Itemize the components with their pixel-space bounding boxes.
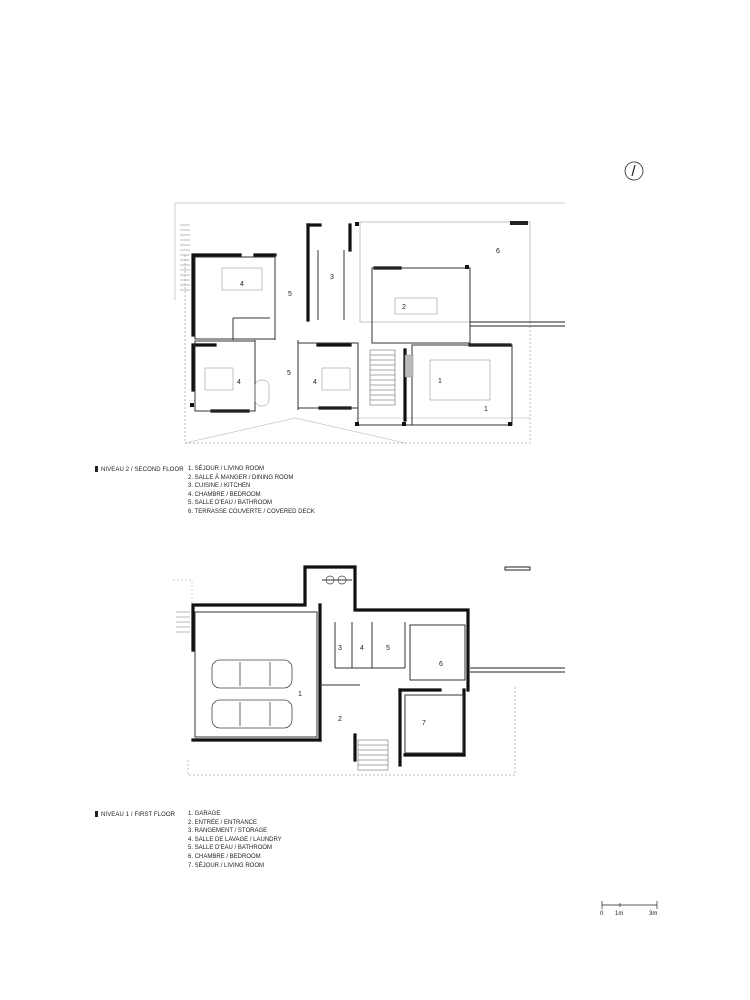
scale-label-1m: 1m [615,911,624,917]
legend-item: 1. GARAGE [188,811,221,817]
legend-item: 2. ENTRÉE / ENTRANCE [188,819,258,826]
legend-item: 2. SALLE À MANGER / DINING ROOM [188,474,294,481]
title-marker [95,811,98,817]
first-floor-legend [188,810,282,870]
second-floor-title-text: NIVEAU 2 / SECOND FLOOR [101,467,184,473]
first-floor-title [95,811,175,818]
room-label-laundry: 4 [360,645,364,652]
scale-bar [602,901,657,909]
legend-item: 5. SALLE D'EAU / BATHROOM [188,845,273,852]
first-floor-plan [173,567,565,775]
legend-item: 4. SALLE DE LAVAGE / LAUNDRY [188,836,282,843]
room-label-dining: 2 [402,304,406,311]
room-label-bath-s: 5 [287,370,291,377]
room-label-bedroom-nw: 4 [240,281,244,288]
legend-item: 7. SÉJOUR / LIVING ROOM [188,862,265,869]
scale-label-0: 0 [600,911,604,917]
legend-item: 5. SALLE D'EAU / BATHROOM [188,500,273,507]
legend-item: 6. CHAMBRE / BEDROOM [188,853,261,860]
north-arrow-icon [625,162,643,180]
room-label-bath-n: 5 [288,291,292,298]
room-label-kitchen: 3 [330,274,334,281]
room-label-storage: 3 [338,645,342,652]
room-label-deck: 6 [496,248,500,255]
second-floor-plan [175,203,565,443]
title-marker [95,466,98,472]
room-label-entrance: 2 [338,716,342,723]
room-label-bedroom-sw: 4 [237,379,241,386]
scale-label-3m: 3m [649,911,658,917]
room-label-living-b: 1 [484,406,488,413]
room-label-garage: 1 [298,691,302,698]
legend-item: 6. TERRASSE COUVERTE / COVERED DECK [188,508,315,515]
room-label-bath: 5 [386,645,390,652]
room-label-living: 7 [422,720,426,727]
room-label-bedroom-s: 4 [313,379,317,386]
room-label-living-a: 1 [438,378,442,385]
room-label-bedroom: 6 [439,661,443,668]
second-floor-legend [188,465,315,517]
first-floor-title-text: NIVEAU 1 / FIRST FLOOR [101,812,176,818]
legend-item: 3. RANGEMENT / STORAGE [188,828,268,835]
second-floor-title [95,466,184,473]
legend-item: 1. SÉJOUR / LIVING ROOM [188,466,265,472]
legend-item: 3. CUISINE / KITCHEN [188,483,251,490]
legend-item: 4. CHAMBRE / BEDROOM [188,491,261,498]
